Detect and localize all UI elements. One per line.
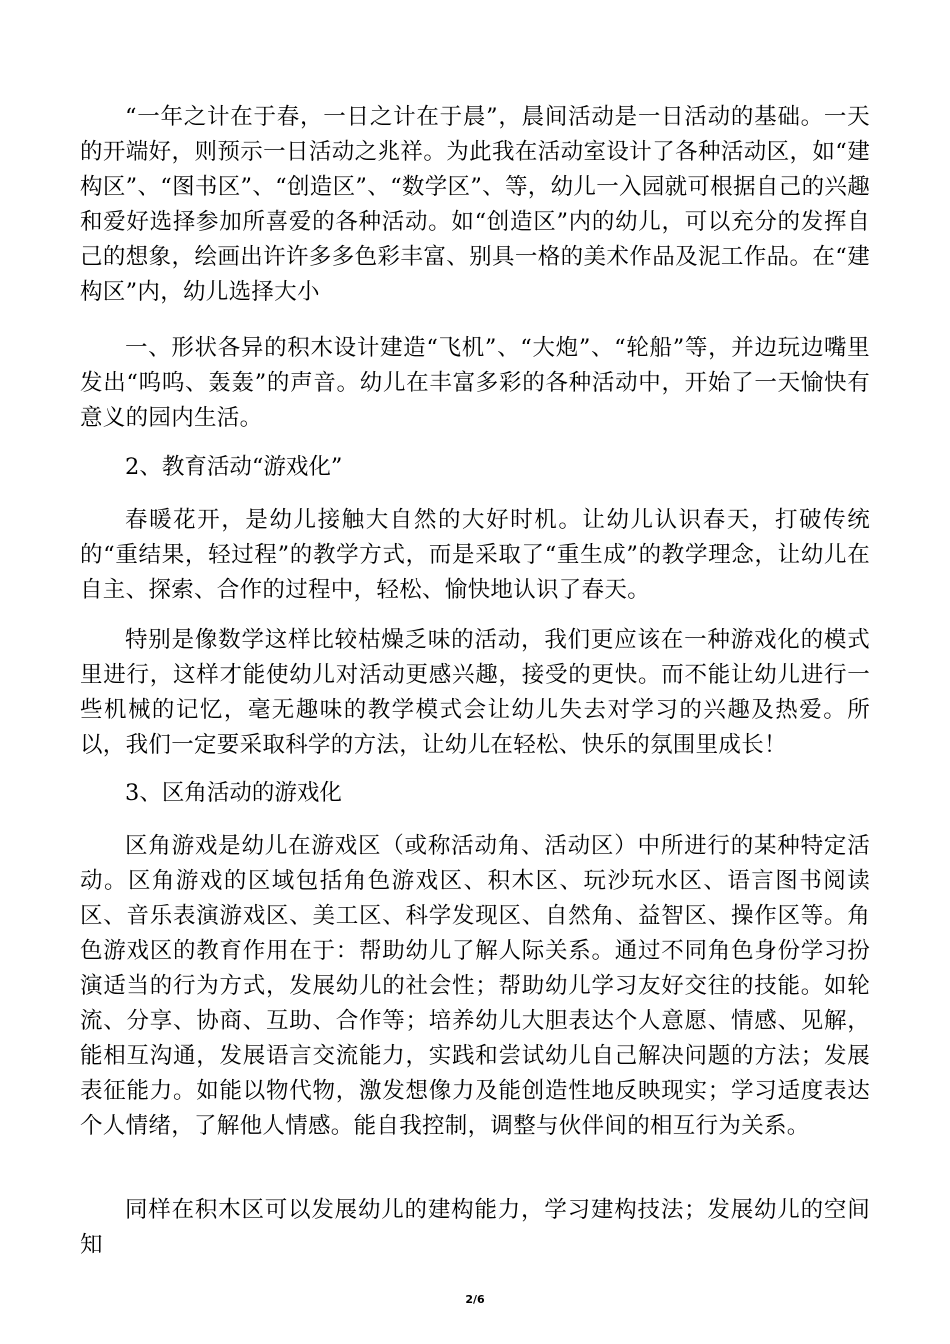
section-heading-3: 3、区角活动的游戏化 <box>125 780 342 806</box>
paragraph-math-games: 特别是像数学这样比较枯燥乏味的活动，我们更应该在一种游戏化的模式里进行，这样才能使幼儿对活动更感兴趣，接受的更快。而不能让幼儿进行一些机械的记忆，毫无趣味的教学模式会让幼儿失去对学习的兴趣及热爱。所以，我们一定要采取科学的方法，让幼儿在轻松、快乐的氛围里成长！ <box>80 627 870 758</box>
section-heading-2: 2、教育活动“游戏化” <box>125 454 343 480</box>
paragraph-morning-activities: “一年之计在于春，一日之计在于晨”，晨间活动是一日活动的基础。一天的开端好，则预示一日活动之兆祥。为此我在活动室设计了各种活动区，如“建构区”、“图书区”、“创造区”、“数学区”、等，幼儿一入园就可根据自己的兴趣和爱好选择参加所喜爱的各种活动。如“创造区”内的幼儿，可以充分的发挥自己的想象，绘画出许许多多色彩丰富、别具一格的美术作品及泥工作品。在“建构区”内，幼儿选择大小 <box>80 104 870 305</box>
paragraph-area-games: 区角游戏是幼儿在游戏区（或称活动角、活动区）中所进行的某种特定活动。区角游戏的区域包括角色游戏区、积木区、玩沙玩水区、语言图书阅读区、音乐表演游戏区、美工区、科学发现区、自然角、益智区、操作区等。角色游戏区的教育作用在于：帮助幼儿了解人际关系。通过不同角色身份学习扮演适当的行为方式，发展幼儿的社会性；帮助幼儿学习友好交往的技能。如轮流、分享、协商、互助、合作等；培养幼儿大胆表达个人意愿、情感、见解，能相互沟通，发展语言交流能力，实践和尝试幼儿自己解决问题的方法；发展表征能力。如能以物代物，激发想像力及能创造性地反映现实；学习适度表达个人情绪，了解他人情感。能自我控制，调整与伙伴间的相互行为关系。 <box>80 833 870 1139</box>
paragraph-block-area: 同样在积木区可以发展幼儿的建构能力，学习建构技法；发展幼儿的空间知 <box>80 1197 870 1258</box>
paragraph-building-blocks: 一、形状各异的积木设计建造“飞机”、“大炮”、“轮船”等，并边玩边嘴里发出“呜呜、轰轰”的声音。幼儿在丰富多彩的各种活动中，开始了一天愉快有意义的园内生活。 <box>80 335 870 431</box>
page-number: 2/6 <box>465 1293 485 1306</box>
paragraph-spring: 春暖花开，是幼儿接触大自然的大好时机。让幼儿认识春天，打破传统的“重结果，轻过程”的教学方式，而是采取了“重生成”的教学理念，让幼儿在自主、探索、合作的过程中，轻松、愉快地认识了春天。 <box>80 507 870 603</box>
